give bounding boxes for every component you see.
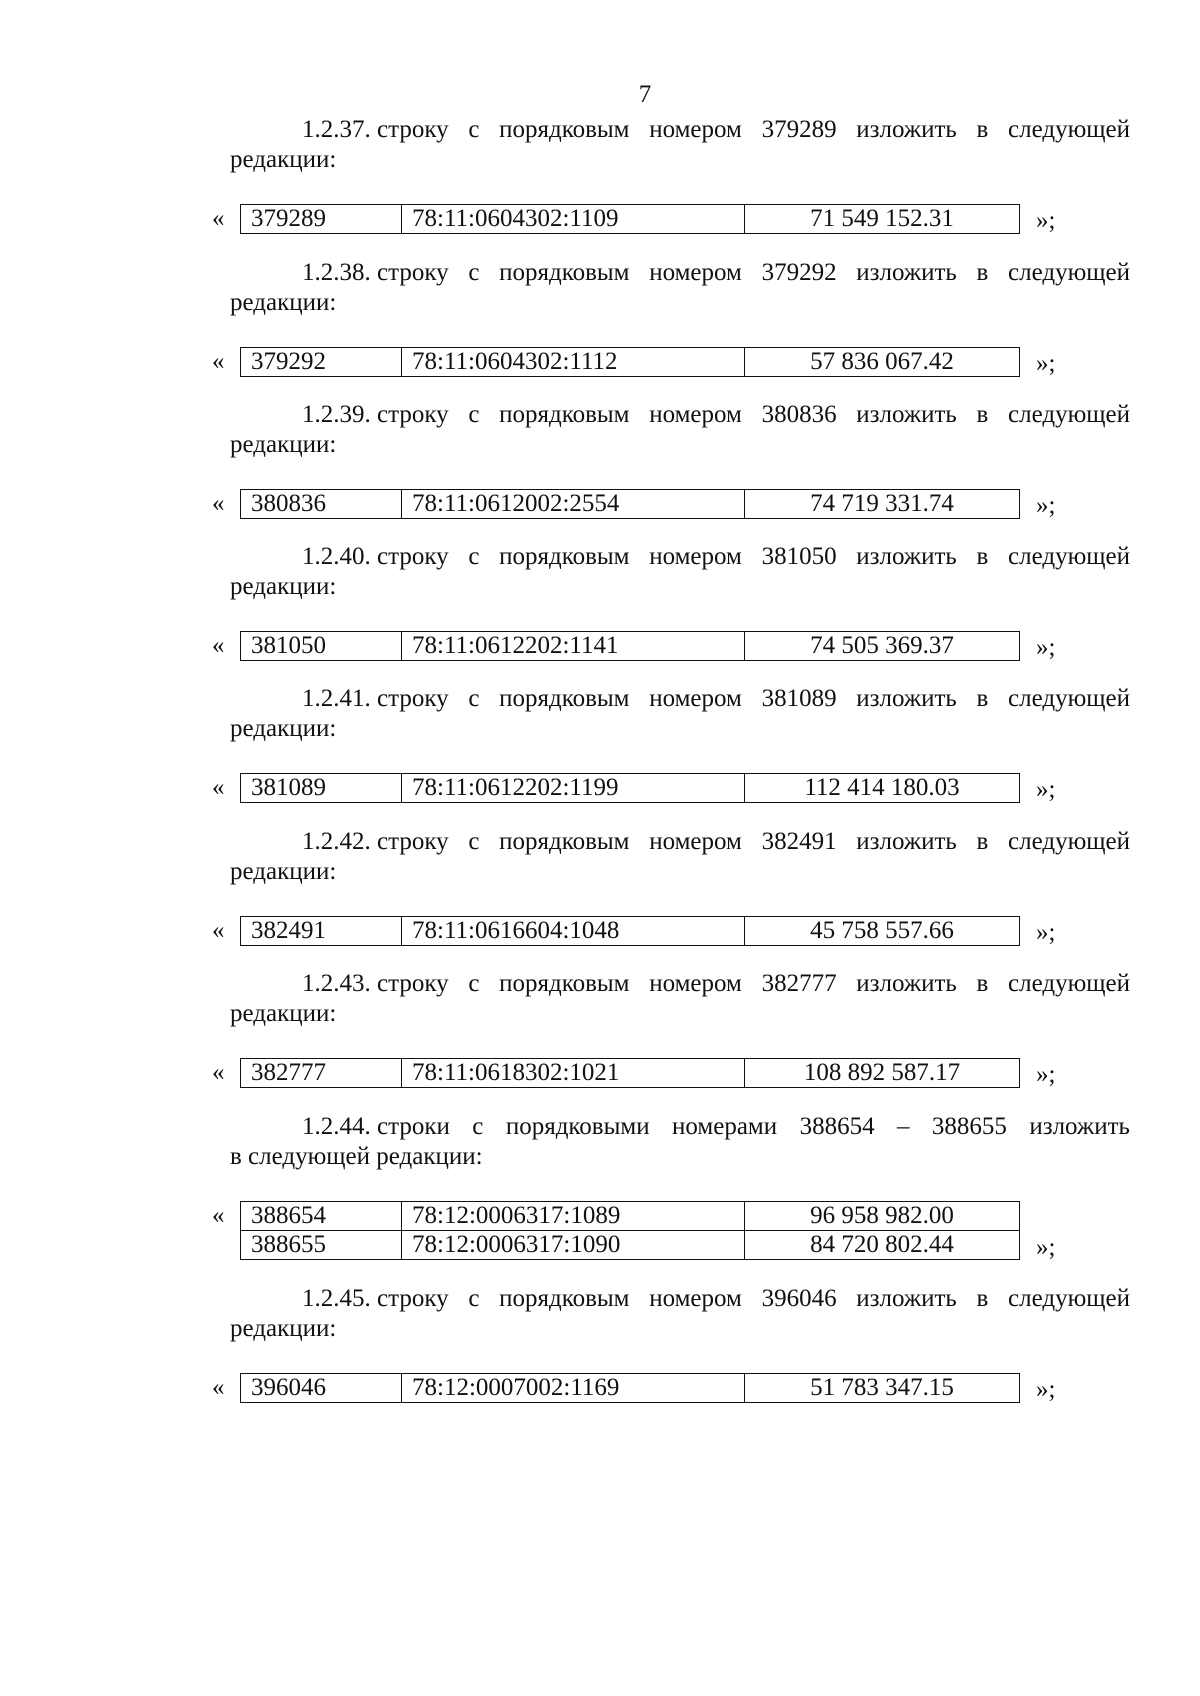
- closing-quote: »;: [1036, 776, 1056, 803]
- paragraph-word: порядковым: [499, 116, 630, 143]
- cadastral-number-cell: 78:12:0007002:1169: [402, 1374, 745, 1403]
- opening-quote: «: [212, 632, 225, 659]
- value-cell: 71 549 152.31: [745, 205, 1020, 234]
- amendment-item: [212, 969, 1130, 1088]
- value-cell: 45 758 557.66: [745, 917, 1020, 946]
- paragraph-word: с: [468, 543, 480, 570]
- closing-quote: »;: [1036, 634, 1056, 661]
- paragraph-second-line: редакции:: [230, 431, 337, 458]
- cadastral-number-cell: 78:11:0612202:1141: [402, 632, 745, 661]
- paragraph-word: номером: [649, 543, 742, 570]
- amendment-paragraph: [230, 684, 1130, 744]
- cadastral-number-cell: 78:12:0006317:1089: [402, 1202, 745, 1231]
- paragraph-word: изложить: [856, 685, 957, 712]
- table-row: [241, 205, 1020, 234]
- table-row: [241, 348, 1020, 377]
- table-row: [241, 632, 1020, 661]
- paragraph-word: порядковым: [499, 259, 630, 286]
- quoted-table-row: [212, 204, 1130, 234]
- row-number-cell: 379289: [241, 205, 402, 234]
- paragraph-word: изложить: [856, 116, 957, 143]
- paragraph-first-line: [230, 1112, 1130, 1142]
- row-number-cell: 388654: [241, 1202, 402, 1231]
- paragraph-word: 388655: [931, 1113, 1007, 1140]
- registry-table: [240, 631, 1020, 661]
- paragraph-word: 1.2.45. строку: [302, 1285, 449, 1312]
- paragraph-word: порядковым: [499, 685, 630, 712]
- paragraph-first-line: [230, 542, 1130, 572]
- amendment-paragraph: [230, 258, 1130, 318]
- table-row: [241, 1374, 1020, 1403]
- registry-table: [240, 489, 1020, 519]
- quoted-table-row: [212, 1373, 1130, 1403]
- paragraph-word: порядковым: [499, 401, 630, 428]
- registry-table: [240, 1058, 1020, 1088]
- paragraph-word: с: [468, 116, 480, 143]
- paragraph-word: номером: [649, 970, 742, 997]
- quoted-table-row: [212, 1201, 1130, 1261]
- value-cell: 74 719 331.74: [745, 490, 1020, 519]
- paragraph-word: следующей: [1008, 401, 1130, 428]
- cadastral-number-cell: 78:11:0616604:1048: [402, 917, 745, 946]
- paragraph-word: в: [976, 1285, 989, 1312]
- paragraph-word: 1.2.40. строку: [302, 543, 449, 570]
- closing-quote: »;: [1036, 1376, 1056, 1403]
- paragraph-word: с: [468, 401, 480, 428]
- closing-quote: »;: [1036, 919, 1056, 946]
- paragraph-word: номером: [649, 401, 742, 428]
- paragraph-word: с: [468, 1285, 480, 1312]
- paragraph-word: с: [468, 828, 480, 855]
- amendment-item: [212, 1112, 1130, 1261]
- row-number-cell: 396046: [241, 1374, 402, 1403]
- paragraph-word: порядковыми: [505, 1113, 650, 1140]
- opening-quote: «: [212, 348, 225, 375]
- paragraph-word: порядковым: [499, 1285, 630, 1312]
- closing-quote: »;: [1036, 1061, 1056, 1088]
- quoted-table-row: [212, 773, 1130, 803]
- paragraph-word: изложить: [1029, 1113, 1130, 1140]
- paragraph-word: изложить: [856, 543, 957, 570]
- table-row: [241, 1231, 1020, 1260]
- paragraph-second-line: редакции:: [230, 146, 337, 173]
- paragraph-second-line: в следующей редакции:: [230, 1143, 483, 1170]
- paragraph-word: в: [976, 543, 989, 570]
- paragraph-word: номером: [649, 828, 742, 855]
- row-number-cell: 379292: [241, 348, 402, 377]
- paragraph-word: 1.2.42. строку: [302, 828, 449, 855]
- cadastral-number-cell: 78:11:0604302:1109: [402, 205, 745, 234]
- opening-quote: «: [212, 774, 225, 801]
- quoted-table-row: [212, 916, 1130, 946]
- closing-quote: »;: [1036, 492, 1056, 519]
- value-cell: 108 892 587.17: [745, 1059, 1020, 1088]
- opening-quote: «: [212, 1202, 225, 1229]
- value-cell: 96 958 982.00: [745, 1202, 1020, 1231]
- paragraph-word: 396046: [761, 1285, 837, 1312]
- amendment-paragraph: [230, 400, 1130, 460]
- opening-quote: «: [212, 1059, 225, 1086]
- paragraph-word: номером: [649, 1285, 742, 1312]
- paragraph-word: номером: [649, 259, 742, 286]
- row-number-cell: 382491: [241, 917, 402, 946]
- registry-table: [240, 773, 1020, 803]
- amendment-item: [212, 258, 1130, 377]
- paragraph-second-line: редакции:: [230, 289, 337, 316]
- paragraph-word: следующей: [1008, 1285, 1130, 1312]
- quoted-table-row: [212, 631, 1130, 661]
- amendment-item: [212, 115, 1130, 234]
- paragraph-first-line: [230, 827, 1130, 857]
- paragraph-word: 1.2.39. строку: [302, 401, 449, 428]
- registry-table: [240, 916, 1020, 946]
- paragraph-word: в: [976, 828, 989, 855]
- row-number-cell: 388655: [241, 1231, 402, 1260]
- paragraph-word: 381050: [761, 543, 837, 570]
- amendment-item: [212, 1284, 1130, 1403]
- paragraph-word: изложить: [856, 401, 957, 428]
- paragraph-word: с: [468, 970, 480, 997]
- paragraph-word: 382491: [761, 828, 837, 855]
- opening-quote: «: [212, 205, 225, 232]
- value-cell: 84 720 802.44: [745, 1231, 1020, 1260]
- paragraph-word: изложить: [856, 970, 957, 997]
- page-number: 7: [638, 81, 652, 108]
- cadastral-number-cell: 78:11:0612202:1199: [402, 774, 745, 803]
- quoted-table-row: [212, 1058, 1130, 1088]
- paragraph-second-line: редакции:: [230, 573, 337, 600]
- paragraph-word: в: [976, 116, 989, 143]
- amendment-paragraph: [230, 969, 1130, 1029]
- paragraph-word: в: [976, 970, 989, 997]
- value-cell: 74 505 369.37: [745, 632, 1020, 661]
- amendment-item: [212, 400, 1130, 519]
- table-row: [241, 1059, 1020, 1088]
- paragraph-word: номером: [649, 685, 742, 712]
- amendment-paragraph: [230, 1112, 1130, 1172]
- paragraph-word: изложить: [856, 259, 957, 286]
- paragraph-word: изложить: [856, 1285, 957, 1312]
- paragraph-word: следующей: [1008, 828, 1130, 855]
- row-number-cell: 381089: [241, 774, 402, 803]
- registry-table: [240, 1373, 1020, 1403]
- amendment-item: [212, 684, 1130, 803]
- paragraph-word: порядковым: [499, 970, 630, 997]
- registry-table: [240, 347, 1020, 377]
- closing-quote: »;: [1036, 350, 1056, 377]
- paragraph-word: порядковым: [499, 543, 630, 570]
- paragraph-word: в: [976, 401, 989, 428]
- paragraph-word: в: [976, 685, 989, 712]
- paragraph-first-line: [230, 684, 1130, 714]
- paragraph-word: порядковым: [499, 828, 630, 855]
- row-number-cell: 380836: [241, 490, 402, 519]
- amendment-paragraph: [230, 542, 1130, 602]
- paragraph-word: 1.2.37. строку: [302, 116, 449, 143]
- paragraph-word: следующей: [1008, 116, 1130, 143]
- paragraph-second-line: редакции:: [230, 1315, 337, 1342]
- paragraph-word: 388654: [799, 1113, 875, 1140]
- paragraph-word: 1.2.41. строку: [302, 685, 449, 712]
- opening-quote: «: [212, 1374, 225, 1401]
- value-cell: 51 783 347.15: [745, 1374, 1020, 1403]
- paragraph-word: следующей: [1008, 685, 1130, 712]
- paragraph-first-line: [230, 1284, 1130, 1314]
- amendment-item: [212, 827, 1130, 946]
- paragraph-word: следующей: [1008, 259, 1130, 286]
- value-cell: 57 836 067.42: [745, 348, 1020, 377]
- cadastral-number-cell: 78:11:0618302:1021: [402, 1059, 745, 1088]
- table-row: [241, 917, 1020, 946]
- registry-table: [240, 204, 1020, 234]
- paragraph-word: 379289: [761, 116, 837, 143]
- cadastral-number-cell: 78:12:0006317:1090: [402, 1231, 745, 1260]
- amendment-paragraph: [230, 1284, 1130, 1344]
- registry-table: [240, 1201, 1020, 1260]
- paragraph-word: номером: [649, 116, 742, 143]
- cadastral-number-cell: 78:11:0612002:2554: [402, 490, 745, 519]
- paragraph-word: изложить: [856, 828, 957, 855]
- amendment-item: [212, 542, 1130, 661]
- table-row: [241, 1202, 1020, 1231]
- quoted-table-row: [212, 347, 1130, 377]
- row-number-cell: 381050: [241, 632, 402, 661]
- paragraph-first-line: [230, 258, 1130, 288]
- value-cell: 112 414 180.03: [745, 774, 1020, 803]
- paragraph-first-line: [230, 400, 1130, 430]
- paragraph-word: номерами: [672, 1113, 778, 1140]
- paragraph-word: с: [468, 259, 480, 286]
- paragraph-word: 380836: [761, 401, 837, 428]
- amendment-paragraph: [230, 115, 1130, 175]
- paragraph-second-line: редакции:: [230, 858, 337, 885]
- paragraph-word: 381089: [761, 685, 837, 712]
- amendment-paragraph: [230, 827, 1130, 887]
- closing-quote: »;: [1036, 1234, 1056, 1261]
- cadastral-number-cell: 78:11:0604302:1112: [402, 348, 745, 377]
- paragraph-word: с: [472, 1113, 484, 1140]
- paragraph-word: 1.2.38. строку: [302, 259, 449, 286]
- paragraph-second-line: редакции:: [230, 1000, 337, 1027]
- opening-quote: «: [212, 917, 225, 944]
- paragraph-word: следующей: [1008, 543, 1130, 570]
- closing-quote: »;: [1036, 207, 1056, 234]
- paragraph-second-line: редакции:: [230, 715, 337, 742]
- paragraph-first-line: [230, 969, 1130, 999]
- table-row: [241, 490, 1020, 519]
- paragraph-word: 382777: [761, 970, 837, 997]
- opening-quote: «: [212, 490, 225, 517]
- paragraph-word: 1.2.43. строку: [302, 970, 449, 997]
- quoted-table-row: [212, 489, 1130, 519]
- paragraph-word: с: [468, 685, 480, 712]
- paragraph-word: 379292: [761, 259, 837, 286]
- paragraph-word: следующей: [1008, 970, 1130, 997]
- table-row: [241, 774, 1020, 803]
- paragraph-first-line: [230, 115, 1130, 145]
- paragraph-word: –: [896, 1113, 910, 1140]
- paragraph-word: 1.2.44. строки: [302, 1113, 450, 1140]
- paragraph-word: в: [976, 259, 989, 286]
- row-number-cell: 382777: [241, 1059, 402, 1088]
